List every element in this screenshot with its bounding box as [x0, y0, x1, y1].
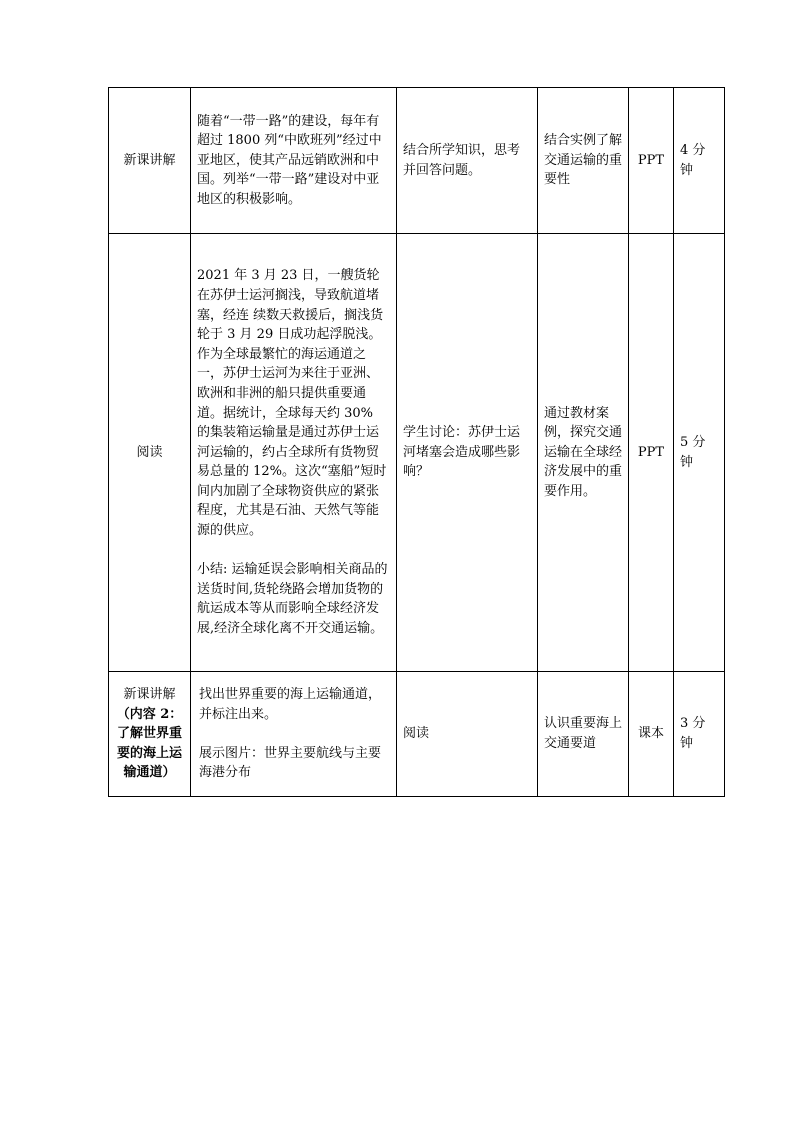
- paragraph-gap: [197, 541, 390, 561]
- paragraph-gap: [199, 724, 390, 744]
- design-intent-cell: 结合实例了解交通运输的重要性: [538, 88, 629, 234]
- content-paragraph: 作为全球最繁忙的海运通道之一，苏伊士运河为来往于亚洲、欧洲和非洲的船只提供重要通道。据统计，全球每天约 30% 的集装箱运输量是通过苏伊士运河运输的，约占全球所有货物贸易总量的 12%。这次“塞船”短时间内加剧了全球物资供应的紧张程度，尤其是石油、天然气等能源的供应。: [197, 346, 387, 539]
- content-cell: 随着“一带一路”的建设，每年有超过 1800 列“中欧班列”经过中亚地区，使其产品远销欧洲和中国。列举“一带一路”建设对中亚地区的积极影响。: [191, 88, 397, 234]
- table-row: [109, 234, 725, 672]
- table-row: [109, 88, 725, 234]
- media-cell: 课本: [629, 672, 674, 797]
- content-cell: [191, 234, 397, 672]
- lesson-plan-table: [108, 87, 725, 797]
- time-cell: 4 分钟: [674, 88, 725, 234]
- student-activity-cell: 阅读: [397, 672, 538, 797]
- step-title: 新课讲解: [123, 687, 176, 703]
- student-activity-cell: 结合所学知识，思考并回答问题。: [397, 88, 538, 234]
- media-cell: PPT: [629, 234, 674, 672]
- content-paragraph: 找出世界重要的海上运输通道，并标注出来。: [199, 687, 382, 722]
- summary-paragraph: 小结: 运输延误会影响相关商品的送货时间,货轮绕路会增加货物的航运成本等从而影响全球经济发展,经济全球化离不开交通运输。: [197, 562, 388, 637]
- content-paragraph: 2021 年 3 月 23 日，一艘货轮在苏伊士运河搁浅，导致航道堵塞，经连 续数天救援后，搁浅货轮于 3 月 29 日成功起浮脱浅。: [197, 268, 384, 343]
- content-cell: [191, 672, 397, 797]
- design-intent-cell: 认识重要海上交通要道: [538, 672, 629, 797]
- step-subtitle: （内容 2：了解世界重要的海上运输通道）: [116, 706, 183, 781]
- design-intent-cell: 通过教材案例，探究交通运输在全球经济发展中的重要作用。: [538, 234, 629, 672]
- step-cell: [109, 672, 191, 797]
- media-cell: PPT: [629, 88, 674, 234]
- content-paragraph: 展示图片：世界主要航线与主要海港分布: [199, 745, 382, 781]
- time-cell: 5 分钟: [674, 234, 725, 672]
- step-cell: 阅读: [109, 234, 191, 672]
- step-cell: 新课讲解: [109, 88, 191, 234]
- time-cell: 3 分钟: [674, 672, 725, 797]
- student-activity-cell: 学生讨论：苏伊士运河堵塞会造成哪些影响？: [397, 234, 538, 672]
- table-row: [109, 672, 725, 797]
